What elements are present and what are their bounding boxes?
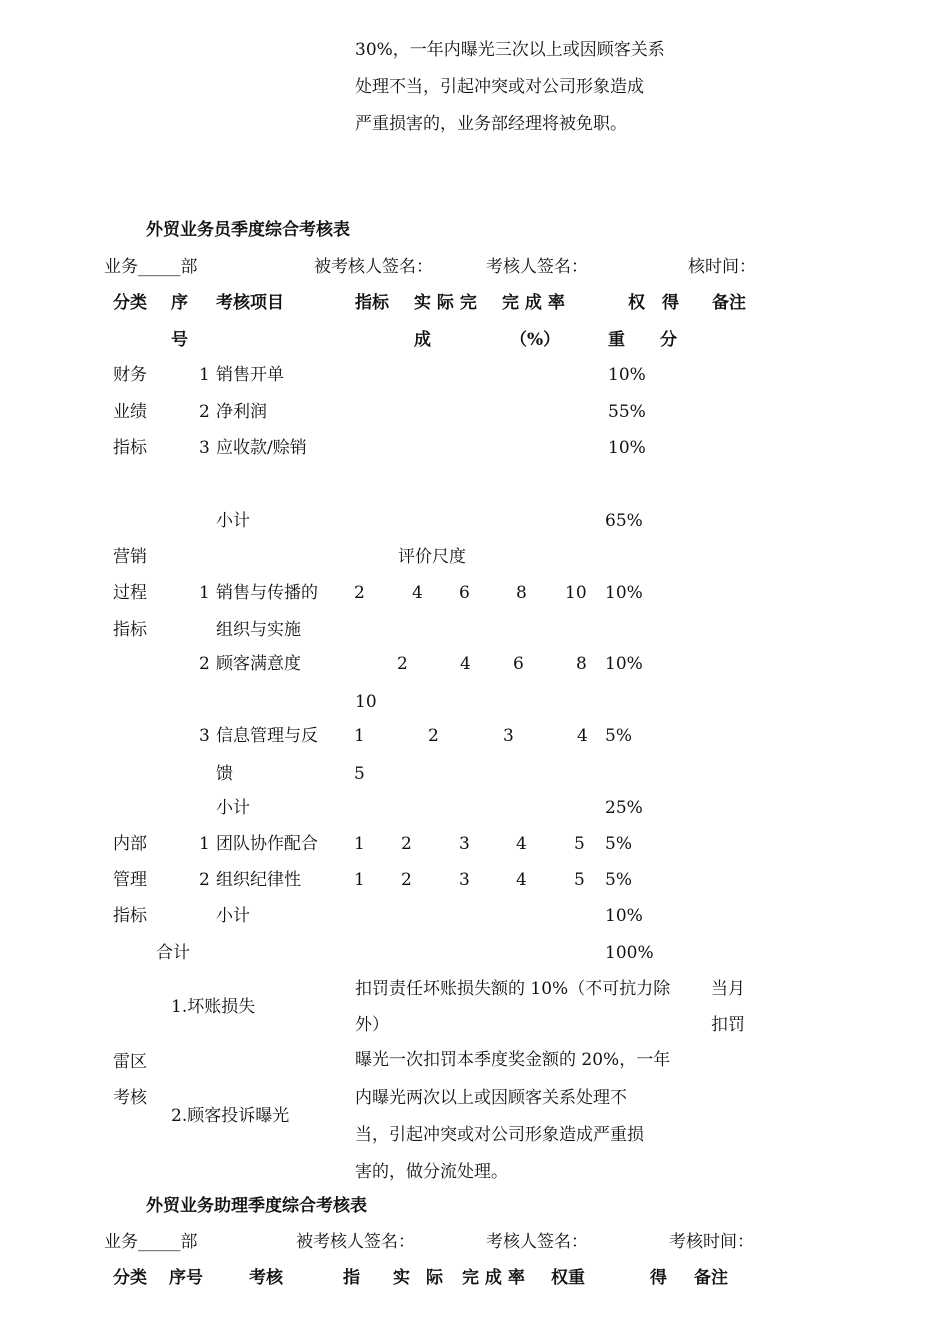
row-weight: 5% <box>605 726 632 746</box>
row-seq: 2 <box>199 870 210 890</box>
scale-value: 4 <box>516 870 527 890</box>
header-seq: 号 <box>171 330 188 350</box>
minefield-note: 扣罚 <box>711 1015 745 1035</box>
category-label: 雷区 <box>113 1052 147 1072</box>
subtotal-weight: 10% <box>605 906 643 926</box>
intro-line: 严重损害的，业务部经理将被免职。 <box>355 114 627 134</box>
minefield-item: 1.坏账损失 <box>171 997 256 1017</box>
scale-value: 10 <box>565 583 587 603</box>
scale-value: 6 <box>459 583 470 603</box>
scale-value: 1 <box>354 726 365 746</box>
header-target: 指标 <box>355 293 389 313</box>
scale-value: 6 <box>513 654 524 674</box>
header-weight: 权重 <box>551 1268 585 1288</box>
header-score: 得 <box>650 1268 667 1288</box>
category-label: 营销 <box>113 547 147 567</box>
subtotal-weight: 65% <box>605 511 643 531</box>
scale-value: 5 <box>354 764 365 784</box>
assessment-time-label: 核时间： <box>688 257 756 277</box>
scale-value: 5 <box>574 834 585 854</box>
subtotal-label: 小计 <box>216 906 250 926</box>
header-item: 考核 <box>249 1268 283 1288</box>
minefield-desc: 外） <box>355 1015 389 1035</box>
header-category: 分类 <box>113 1268 147 1288</box>
scale-value: 2 <box>401 834 412 854</box>
row-weight: 10% <box>608 365 646 385</box>
minefield-desc: 曝光一次扣罚本季度奖金额的 20%，一年 <box>355 1050 671 1070</box>
row-weight: 5% <box>605 834 632 854</box>
scale-value: 2 <box>401 870 412 890</box>
table1-title: 外贸业务员季度综合考核表 <box>146 220 350 240</box>
scale-value: 2 <box>354 583 365 603</box>
total-weight: 100% <box>605 943 654 963</box>
row-item: 组织与实施 <box>216 620 301 640</box>
assessor-signature-label: 考核人签名： <box>486 257 588 277</box>
header-score: 得 <box>662 293 679 313</box>
header-weight: 权 <box>628 293 645 313</box>
scale-value: 3 <box>459 834 470 854</box>
row-seq: 3 <box>199 438 210 458</box>
row-seq: 2 <box>199 654 210 674</box>
total-label: 合计 <box>156 943 190 963</box>
header-actual: 成 <box>414 330 431 350</box>
minefield-desc: 害的，做分流处理。 <box>355 1162 508 1182</box>
header-seq: 序号 <box>169 1268 203 1288</box>
row-item: 信息管理与反 <box>216 726 318 746</box>
dept-field: 业务_____部 <box>104 1232 198 1252</box>
header-rate: 完 成 率 <box>502 293 565 313</box>
row-weight: 55% <box>608 402 646 422</box>
assessor-signature-label: 考核人签名： <box>486 1232 588 1252</box>
scale-value: 1 <box>354 870 365 890</box>
category-label: 业绩 <box>113 402 147 422</box>
row-weight: 5% <box>605 870 632 890</box>
intro-line: 处理不当，引起冲突或对公司形象造成 <box>355 77 644 97</box>
scale-value: 1 <box>354 834 365 854</box>
table2-title: 外贸业务助理季度综合考核表 <box>146 1196 367 1216</box>
category-label: 指标 <box>113 906 147 926</box>
assessment-time-label: 考核时间： <box>669 1232 754 1252</box>
header-seq: 序 <box>171 293 188 313</box>
scale-value: 8 <box>516 583 527 603</box>
row-item: 应收款/赊销 <box>216 438 307 458</box>
row-seq: 2 <box>199 402 210 422</box>
minefield-note: 当月 <box>711 979 745 999</box>
intro-line: 30%，一年内曝光三次以上或因顾客关系 <box>355 40 665 60</box>
scale-label: 评价尺度 <box>398 547 466 567</box>
row-seq: 1 <box>199 365 210 385</box>
category-label: 过程 <box>113 583 147 603</box>
scale-value: 3 <box>459 870 470 890</box>
row-weight: 10% <box>605 583 643 603</box>
row-item: 顾客满意度 <box>216 654 301 674</box>
scale-value: 4 <box>460 654 471 674</box>
scale-value: 5 <box>574 870 585 890</box>
header-target: 指 <box>343 1268 360 1288</box>
scale-value: 4 <box>577 726 588 746</box>
subtotal-weight: 25% <box>605 798 643 818</box>
row-weight: 10% <box>605 654 643 674</box>
scale-value: 2 <box>397 654 408 674</box>
minefield-desc: 当，引起冲突或对公司形象造成严重损 <box>355 1125 644 1145</box>
header-weight: 重 <box>608 330 625 350</box>
row-item: 组织纪律性 <box>216 870 301 890</box>
scale-value: 2 <box>428 726 439 746</box>
assessee-signature-label: 被考核人签名： <box>296 1232 415 1252</box>
row-seq: 3 <box>199 726 210 746</box>
header-actual: 实 际 完 <box>414 293 477 313</box>
minefield-desc: 内曝光两次以上或因顾客关系处理不 <box>355 1088 627 1108</box>
header-rate: （%） <box>510 330 561 350</box>
row-item: 馈 <box>216 764 233 784</box>
row-seq: 1 <box>199 583 210 603</box>
dept-field: 业务_____部 <box>104 257 198 277</box>
header-actual: 实 <box>393 1268 410 1288</box>
category-label: 指标 <box>113 620 147 640</box>
header-note: 备注 <box>712 293 746 313</box>
assessee-signature-label: 被考核人签名： <box>314 257 433 277</box>
row-item: 净利润 <box>216 402 267 422</box>
minefield-item: 2.顾客投诉曝光 <box>171 1106 290 1126</box>
row-item: 销售开单 <box>216 365 284 385</box>
row-item: 销售与传播的 <box>216 583 318 603</box>
category-label: 财务 <box>113 365 147 385</box>
scale-value: 4 <box>516 834 527 854</box>
category-label: 指标 <box>113 438 147 458</box>
category-label: 管理 <box>113 870 147 890</box>
header-note: 备注 <box>694 1268 728 1288</box>
scale-value: 3 <box>503 726 514 746</box>
scale-value: 10 <box>355 692 377 712</box>
header-item: 考核项目 <box>216 293 284 313</box>
header-actual: 际 <box>426 1268 443 1288</box>
scale-value: 4 <box>412 583 423 603</box>
header-category: 分类 <box>113 293 147 313</box>
category-label: 内部 <box>113 834 147 854</box>
row-seq: 1 <box>199 834 210 854</box>
header-score: 分 <box>660 330 677 350</box>
header-rate: 完 成 率 <box>462 1268 525 1288</box>
category-label: 考核 <box>113 1088 147 1108</box>
scale-value: 8 <box>576 654 587 674</box>
row-item: 团队协作配合 <box>216 834 318 854</box>
row-weight: 10% <box>608 438 646 458</box>
subtotal-label: 小计 <box>216 511 250 531</box>
minefield-desc: 扣罚责任坏账损失额的 10%（不可抗力除 <box>355 979 671 999</box>
subtotal-label: 小计 <box>216 798 250 818</box>
